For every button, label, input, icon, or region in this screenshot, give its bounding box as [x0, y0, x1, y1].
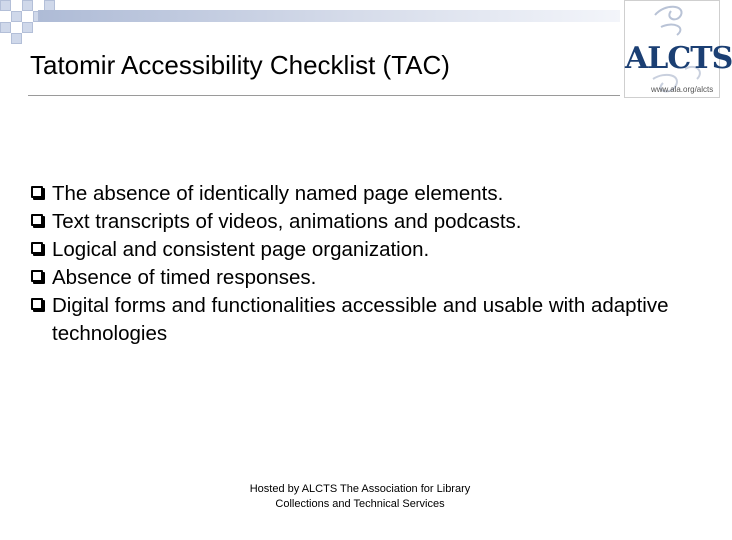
checkbox-bullet-icon — [31, 186, 43, 198]
checklist-item — [30, 208, 670, 236]
title-divider — [28, 95, 620, 96]
checklist-item — [30, 180, 670, 208]
checklist-item-text: Digital forms and functionalities accessible and usable with adaptive technologies — [52, 294, 669, 345]
checker-square — [22, 0, 33, 11]
decorative-top-bar — [38, 10, 620, 22]
slide-title: Tatomir Accessibility Checklist (TAC) — [30, 50, 450, 80]
checklist-item-text: Logical and consistent page organization. — [52, 238, 430, 261]
logo-url: www.ala.org/alcts — [651, 85, 714, 94]
checker-square — [11, 33, 22, 44]
alcts-logo — [624, 0, 732, 98]
checker-square — [11, 11, 22, 22]
slide-footer: Hosted by ALCTS The Association for Library Collections and Technical Services — [249, 483, 471, 510]
checkbox-bullet-icon — [31, 298, 43, 310]
accessibility-checklist — [30, 180, 670, 348]
checkbox-bullet-icon — [31, 242, 43, 254]
checker-square — [0, 0, 11, 11]
checkbox-bullet-icon — [31, 214, 43, 226]
checker-square — [22, 22, 33, 33]
decorative-checkerboard — [0, 0, 60, 44]
checklist-item — [30, 236, 670, 264]
logo-wordmark: ALCTS — [625, 41, 732, 76]
checklist-item-text: Absence of timed responses. — [52, 266, 317, 289]
checklist-item — [30, 292, 670, 348]
checklist-item — [30, 264, 670, 292]
checker-square — [0, 22, 11, 33]
checklist-item-text: Text transcripts of videos, animations and podcasts. — [52, 210, 522, 233]
checkbox-bullet-icon — [31, 270, 43, 282]
checklist-item-text: The absence of identically named page elements. — [52, 182, 504, 205]
